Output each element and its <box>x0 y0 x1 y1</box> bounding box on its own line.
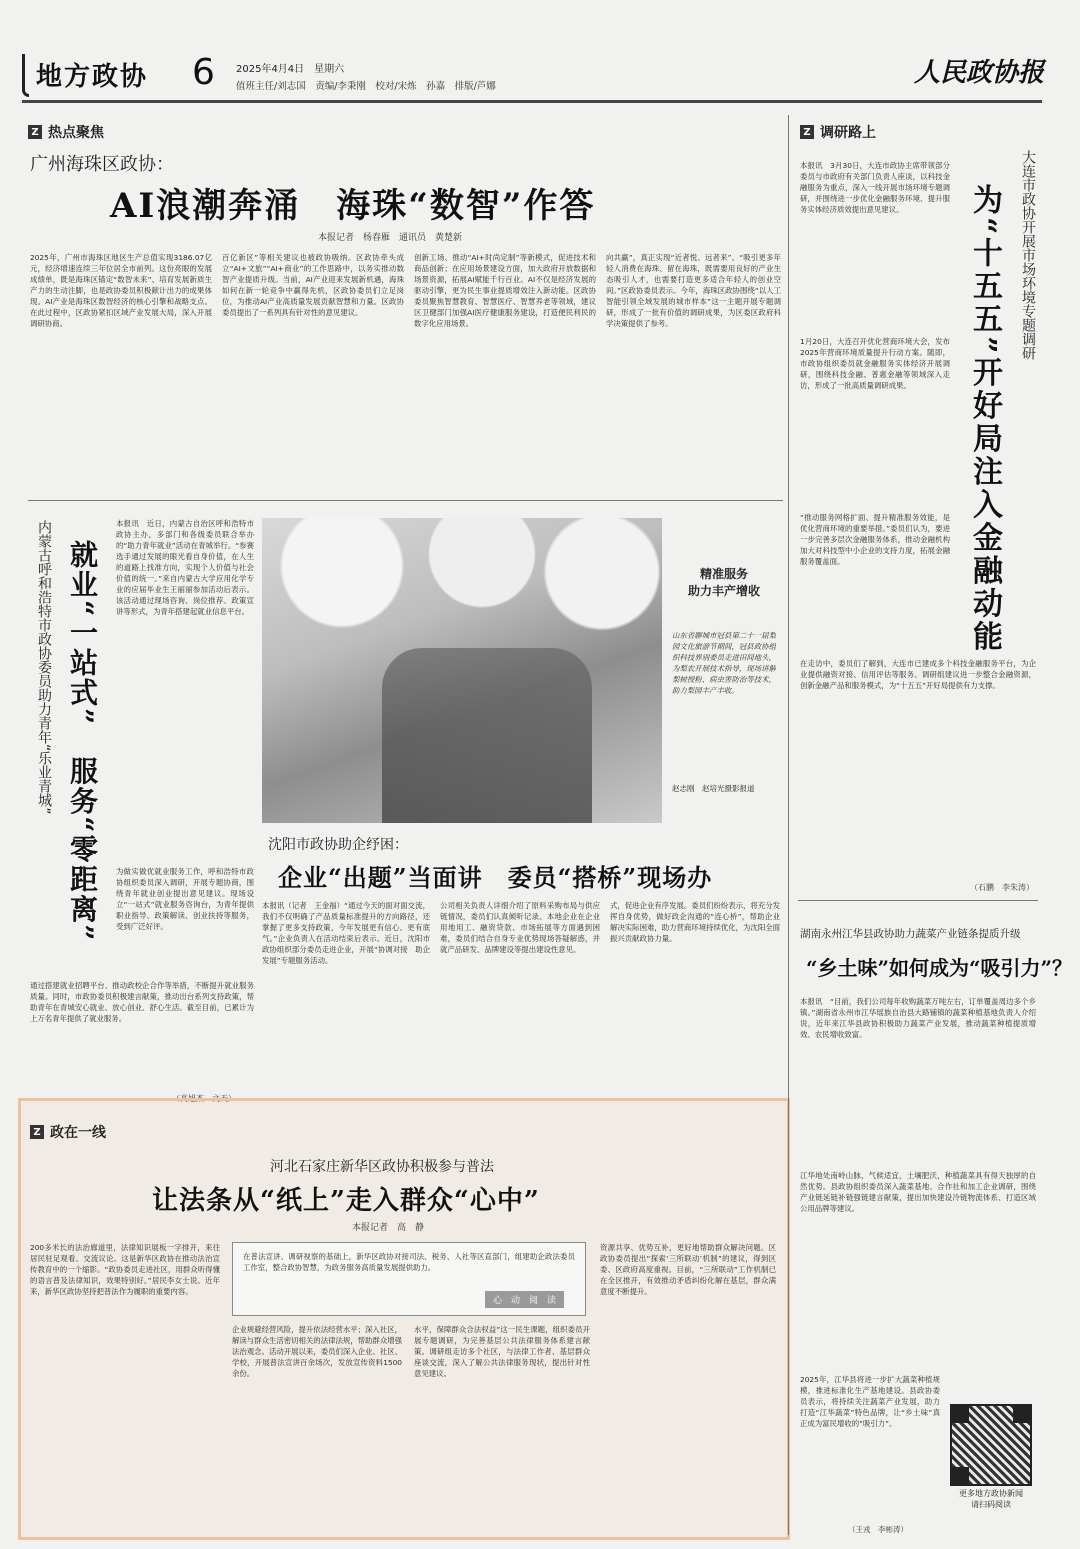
photo-caption: 山东省聊城市冠县第二十一届梨园文化旅游节期间，冠县政协组织科技界别委员走进田间地头，为梨农开展技术指导，现场讲解梨树授粉、病虫害防治等技术，助力梨园丰产丰收。 <box>672 631 776 695</box>
article-column-3: 2025年，江华县将进一步扩大蔬菜种植规模，推进标准化生产基地建设。县政协委员表示，将持续关注蔬菜产业发展，助力打造“江华蔬菜”特色品牌，让“乡土味”真正成为富民增收的“吸引力”。 <box>800 1375 940 1428</box>
qr-caption: 更多地方政协新闻 请扫码阅读 <box>959 1489 1023 1509</box>
section-marker-icon: Z <box>30 1125 44 1139</box>
masthead-logo: 人民政协报 <box>914 58 1045 88</box>
article-column-2: 公司相关负责人详细介绍了原料采购布局与供应链情况，委员们认真倾听记录。本地企业在企业用地用工、融资贷款、市场拓展等方面遇到困难，委员们结合自身专业优势现场答疑解惑，并就产品研发、品牌建设等提出建设性意见。 <box>440 901 600 954</box>
article-byline: 本报记者 杨春雁 通讯员 黄楚新 <box>318 233 463 243</box>
article-credit: （高旭杰 文天） <box>172 1094 236 1103</box>
column-divider <box>788 115 789 1535</box>
lead-text: 在普法宣讲、调研视察的基础上，新华区政协对接司法、税务、人社等区直部门，组建助企政法委员工作室，整合政协智慧，为政务服务高质量发展提供助力。 <box>243 1252 575 1272</box>
article-headline: AI浪潮奔涌 海珠“数智”作答 <box>110 186 596 226</box>
masthead-left-bracket <box>22 54 29 97</box>
divider <box>28 500 783 501</box>
section-marker-icon: Z <box>800 125 814 139</box>
masthead-rule <box>22 100 1042 103</box>
vertical-subtitle: 内蒙古呼和浩特市政协委员助力青年“乐业青城” <box>36 520 52 815</box>
article-credit: （石鹏 李朱涛） <box>970 883 1034 892</box>
article-credit: （王戎 李彬涛） <box>848 1525 908 1534</box>
article-column-1: 2025年，广州市海珠区地区生产总值实现3186.07亿元，经济增速连续三年位居全市前列。这份亮眼的发展成绩单，既是海珠区锚定“数智未来”、培育发展新质生产力的生动注脚，也是政协委员积极献计出力的成果体现。AI产业是海珠区数智经济的核心引擎和战略支点。在此过程中，区政协紧扣区域产业发展大局，深入开展调研协商。 <box>30 253 212 328</box>
article-byline: 本报记者 高 静 <box>352 1223 425 1233</box>
section-tag-label: 调研路上 <box>820 125 876 141</box>
photo-people <box>382 648 592 823</box>
article-kicker: 湖南永州江华县政协助力蔬菜产业链条提质升级 <box>800 928 1021 940</box>
article-column-2: 企业规避经营风险，提升依法经营水平；深入社区，解读与群众生活密切相关的法律法规，帮助群众增强法治观念。活动开展以来，委员们深入企业、社区、学校，开展普法宣讲百余场次，发放宣传资料1500余份。 <box>232 1325 402 1378</box>
article-column-1: 200多米长的法治廊道里，法律知识展板一字排开，来往居民驻足观看、交流议论。这是新华区政协在推动法治宣传教育中的一个缩影。“政协委员走进社区，用群众听得懂的语言普及法律知识，效果特别好。”居民李女士说。近年来，新华区政协坚持把普法作为履职的重要内容。 <box>30 1243 220 1296</box>
article-kicker: 广州海珠区政协： <box>30 154 174 175</box>
article-column-2: 1月20日，大连召开优化营商环境大会，发布2025年营商环境质量提升行动方案。随即，市政协组织委员就金融服务实体经济开展调研，围绕科技金融、普惠金融等领域深入走访，形成了一批高质量调研成果。 <box>800 337 950 390</box>
lead-badge: 心 动 阅 读 <box>485 1291 564 1308</box>
article-column-1: 本报讯 3月30日，大连市政协主席带领部分委员与市政府有关部门负责人座谈，以科技金融服务为重点，深入一线开展市场环境专题调研，并围绕进一步优化金融服务环境、提升服务实体经济质效提出意见建议。 <box>800 161 950 214</box>
masthead-section-title: 地方政协 <box>36 62 149 92</box>
vertical-headline: 就业“一站式” 服务“零距离” <box>66 540 99 943</box>
article-column-4: 在走访中，委员们了解到，大连市已建成多个科技金融服务平台，为企业提供融资对接、信用评估等服务。调研组建议进一步整合金融资源，创新金融产品和服务模式，为“十五五”开好局提供有力支撑。 <box>800 659 1036 690</box>
article-column-2: 江华地处南岭山脉，气候适宜，土壤肥沃，种植蔬菜具有得天独厚的自然优势。县政协组织委员深入蔬菜基地、合作社和加工企业调研，围绕产业链延链补链强链建言献策，提出加快建设冷链物流体系、打造区域公用品牌等建议。 <box>800 1171 1036 1213</box>
section-tag-label: 热点聚焦 <box>48 125 104 141</box>
article-headline: 让法条从“纸上”走入群众“心中” <box>152 1186 540 1216</box>
masthead-date: 2025年4月4日 星期六 <box>236 64 345 75</box>
masthead-page-number: 6 <box>192 52 215 93</box>
article-column-4: 向共赢”，真正实现“近者悦、远者来”。“吸引更多年轻人消费在海珠、留在海珠，既需要用良好的产业生态吸引人才，也需要打造更多适合年轻人的创业空间。”区政协委员表示。今年，海珠区政协围绕“以人工智能引领全域发展的城市样本”这一主题开展专题调研，形成了一批有价值的调研成果，为区委区政府科学决策提供了参考。 <box>606 253 781 328</box>
news-photo <box>262 518 662 823</box>
article-column-2: 为做实做优就业服务工作，呼和浩特市政协组织委员深入调研，开展专题协商，围绕青年就业创业提出意见建议。现场设立“一站式”就业服务咨询台，为青年提供职业指导、政策解读、创业扶持等服务，受到广泛好评。 <box>116 867 254 931</box>
article-column-3: 式，促进企业有序发展。委员们纷纷表示，将充分发挥自身优势，做好政企沟通的“连心桥”，帮助企业解决实际困难，助力营商环境持续优化，为沈阳全面振兴贡献政协力量。 <box>610 901 780 943</box>
section-tag-label: 政在一线 <box>50 1125 106 1141</box>
vertical-subtitle: 大连市政协开展市场环境专题调研 <box>1020 150 1036 360</box>
photo-tree-blossom <box>262 518 662 638</box>
section-tag-research <box>800 122 876 142</box>
masthead <box>14 48 1044 108</box>
article-headline: “乡土味”如何成为“吸引力”？ <box>806 956 1073 980</box>
article-headline: 企业“出题”当面讲 委员“搭桥”现场办 <box>278 863 713 892</box>
article-column-3: 通过搭建就业招聘平台、推动政校企合作等举措，不断提升就业服务质量。同时，市政协委员积极建言献策，推动出台系列支持政策，帮助青年在青城安心就业、放心创业、舒心生活。截至目前，已累计为上万名青年提供了就业服务。 <box>30 981 254 1023</box>
article-column-1: 本报讯（记者 王金福）“通过今天的面对面交流，我们不仅明确了产品质量标准提升的方向路径，还掌握了更多支持政策，今年发展更有信心、更有底气。”企业负责人在活动结束后表示。近日，沈阳市政协组织部分委员走进企业，开展“协调对接 助企发展”专题服务活动。 <box>262 901 430 965</box>
article-column-3: “推动服务网格扩面、提升精准服务效能，是优化营商环境的重要举措。”委员们认为，要进一步完善多层次金融服务体系，推动金融机构加大对科技型中小企业的支持力度，拓展金融服务覆盖面。 <box>800 513 950 566</box>
article-column-3: 水平，保障群众合法权益”这一民生课题，组织委员开展专题调研，为完善基层公共法律服务体系建言献策。调研组走访多个社区，与法律工作者、基层群众座谈交流，深入了解公共法律服务现状，提出针对性意见建议。 <box>414 1325 590 1378</box>
section-marker-icon: Z <box>28 125 42 139</box>
divider <box>798 900 1038 901</box>
article-kicker: 沈阳市政协助企纾困： <box>268 837 408 853</box>
section-tag-frontline <box>30 1122 106 1142</box>
photo-credit: 赵志刚 赵培光摄影报道 <box>672 784 755 793</box>
article-column-1: 本报讯 近日，内蒙古自治区呼和浩特市政协主办，多部门和各级委员联合举办的“助力青年就业”活动在青城举行。“参赛选手通过发展的眼光看自身价值，在人生的道路上找准方向，实现个人价值与社会价值的统一。”来自内蒙古大学应用化学专业的应届毕业生王丽丽参加活动后表示。该活动通过现场咨询、岗位推荐、政策宣讲等形式，为青年搭建起就业信息平台。 <box>116 519 254 616</box>
article-column-4: 资源共享、优势互补，更好地帮助群众解决问题。区政协委员提出“探索‘三所联动’机制”的建议，得到区委、区政府高度重视。目前，“三所联动”工作机制已在全区推开，有效推动矛盾纠纷化解在基层，群众满意度不断提升。 <box>600 1243 776 1296</box>
article-column-3: 创新工场、推动“AI+时尚定制”等新模式，促进技术和商品创新；在应用场景建设方面，加大政府开放数据和场景资源，拓展AI赋能千行百业。AI不仅是经济发展的驱动引擎，更为民生事业提质增效注入新动能。区政协委员聚焦智慧教育、智慧医疗、智慧养老等领域，建议区卫健部门加强AI医疗健康服务建设，打造便民利民的数字化应用场景。 <box>414 253 596 328</box>
section-tag-hot <box>28 122 104 142</box>
article-kicker: 河北石家庄新华区政协积极参与普法 <box>270 1159 494 1175</box>
masthead-editors: 值班主任/刘志国 责编/李秉刚 校对/宋炼 孙嘉 排版/芦娜 <box>236 81 496 92</box>
lead-box <box>232 1242 586 1316</box>
photo-caption-box <box>664 552 780 810</box>
article-column-2: 百亿新区”等相关建议也被政协吸纳。区政协牵头成立“AI+文旅”“AI+商业”的工作思路中，以务实推动数智产业提质升级。当前，AI产业迎来发展新机遇，海珠如何在新一轮竞争中赢得先机，区政协委员们立足岗位，为推动AI产业高质量发展贡献智慧和力量。区政协委员提出了一系列具有针对性的意见建议。 <box>222 253 404 317</box>
article-column-1: 本报讯 “目前，我们公司每年收购蔬菜万吨左右，订单覆盖周边多个乡镇。”湖南省永州市江华瑶族自治县大路铺镇的蔬菜种植基地负责人介绍说，近年来江华县政协积极助力蔬菜产业发展，推动蔬菜种植提质增效、农民增收致富。 <box>800 997 1036 1039</box>
vertical-headline: 为“十五五”开好局注入金融动能 <box>967 184 1002 654</box>
photo-badge-title: 精准服务 助力丰产增收 <box>687 567 760 598</box>
qr-code-icon[interactable] <box>950 1404 1032 1486</box>
